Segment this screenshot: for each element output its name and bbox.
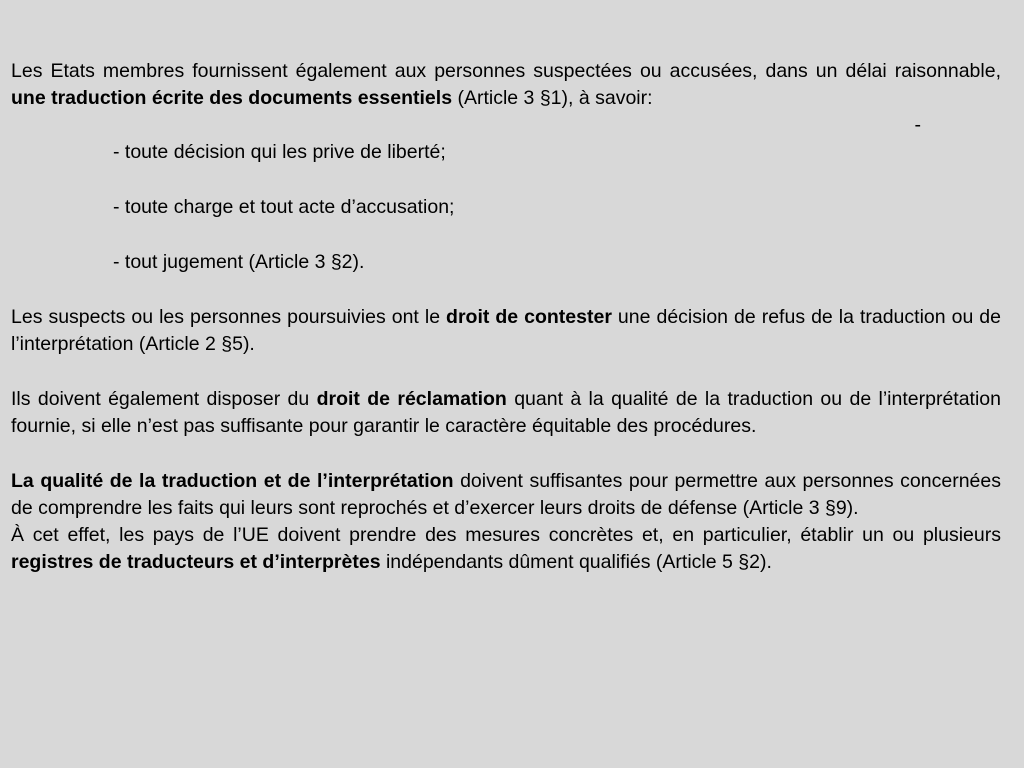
stray-dash: - [914, 114, 921, 136]
intro-bold: une traduction écrite des documents essentiels [11, 87, 453, 109]
registers-text-1: À cet effet, les pays de l’UE doivent prendre des mesures concrètes et, en particulier, établir un ou plusieurs [11, 524, 1001, 546]
contest-text-1: Les suspects ou les personnes poursuivies ont le [11, 306, 447, 328]
registers-paragraph [11, 522, 1001, 576]
contest-text-2: une décision de refus de la traduction ou de l’interprétation (Article 2 §5). [11, 306, 1001, 355]
complaint-bold: droit de réclamation [316, 388, 507, 410]
quality-text-1: doivent suffisantes pour permettre aux personnes concernées de comprendre les faits qui leurs sont reprochés et d’exercer leurs droits de défense (Article 3 §9). [11, 470, 1001, 519]
complaint-text-1: Ils doivent également disposer du [11, 388, 317, 410]
intro-paragraph [11, 58, 1001, 112]
registers-bold: registres de traducteurs et d’interprètes [11, 551, 381, 573]
bullet-item-1: - toute décision qui les prive de liberté; [113, 141, 446, 163]
quality-bold: La qualité de la traduction et de l’interprétation [11, 470, 454, 492]
contest-bold: droit de contester [446, 306, 612, 328]
intro-text-2: (Article 3 §1), à savoir: [452, 87, 653, 109]
intro-text-1: Les Etats membres fournissent également aux personnes suspectées ou accusées, dans un délai raisonnable, [11, 60, 1001, 82]
complaint-paragraph [11, 386, 1001, 440]
contest-paragraph [11, 304, 1001, 358]
bullet-item-3: - tout jugement (Article 3 §2). [113, 251, 365, 273]
complaint-text-2: quant à la qualité de la traduction ou de l’interprétation fournie, si elle n’est pas suffisante pour garantir le caractère équitable des procédures. [11, 388, 1001, 437]
quality-paragraph [11, 468, 1001, 522]
registers-text-2: indépendants dûment qualifiés (Article 5 §2). [380, 551, 772, 573]
bullet-item-2: - toute charge et tout acte d’accusation; [113, 196, 455, 218]
